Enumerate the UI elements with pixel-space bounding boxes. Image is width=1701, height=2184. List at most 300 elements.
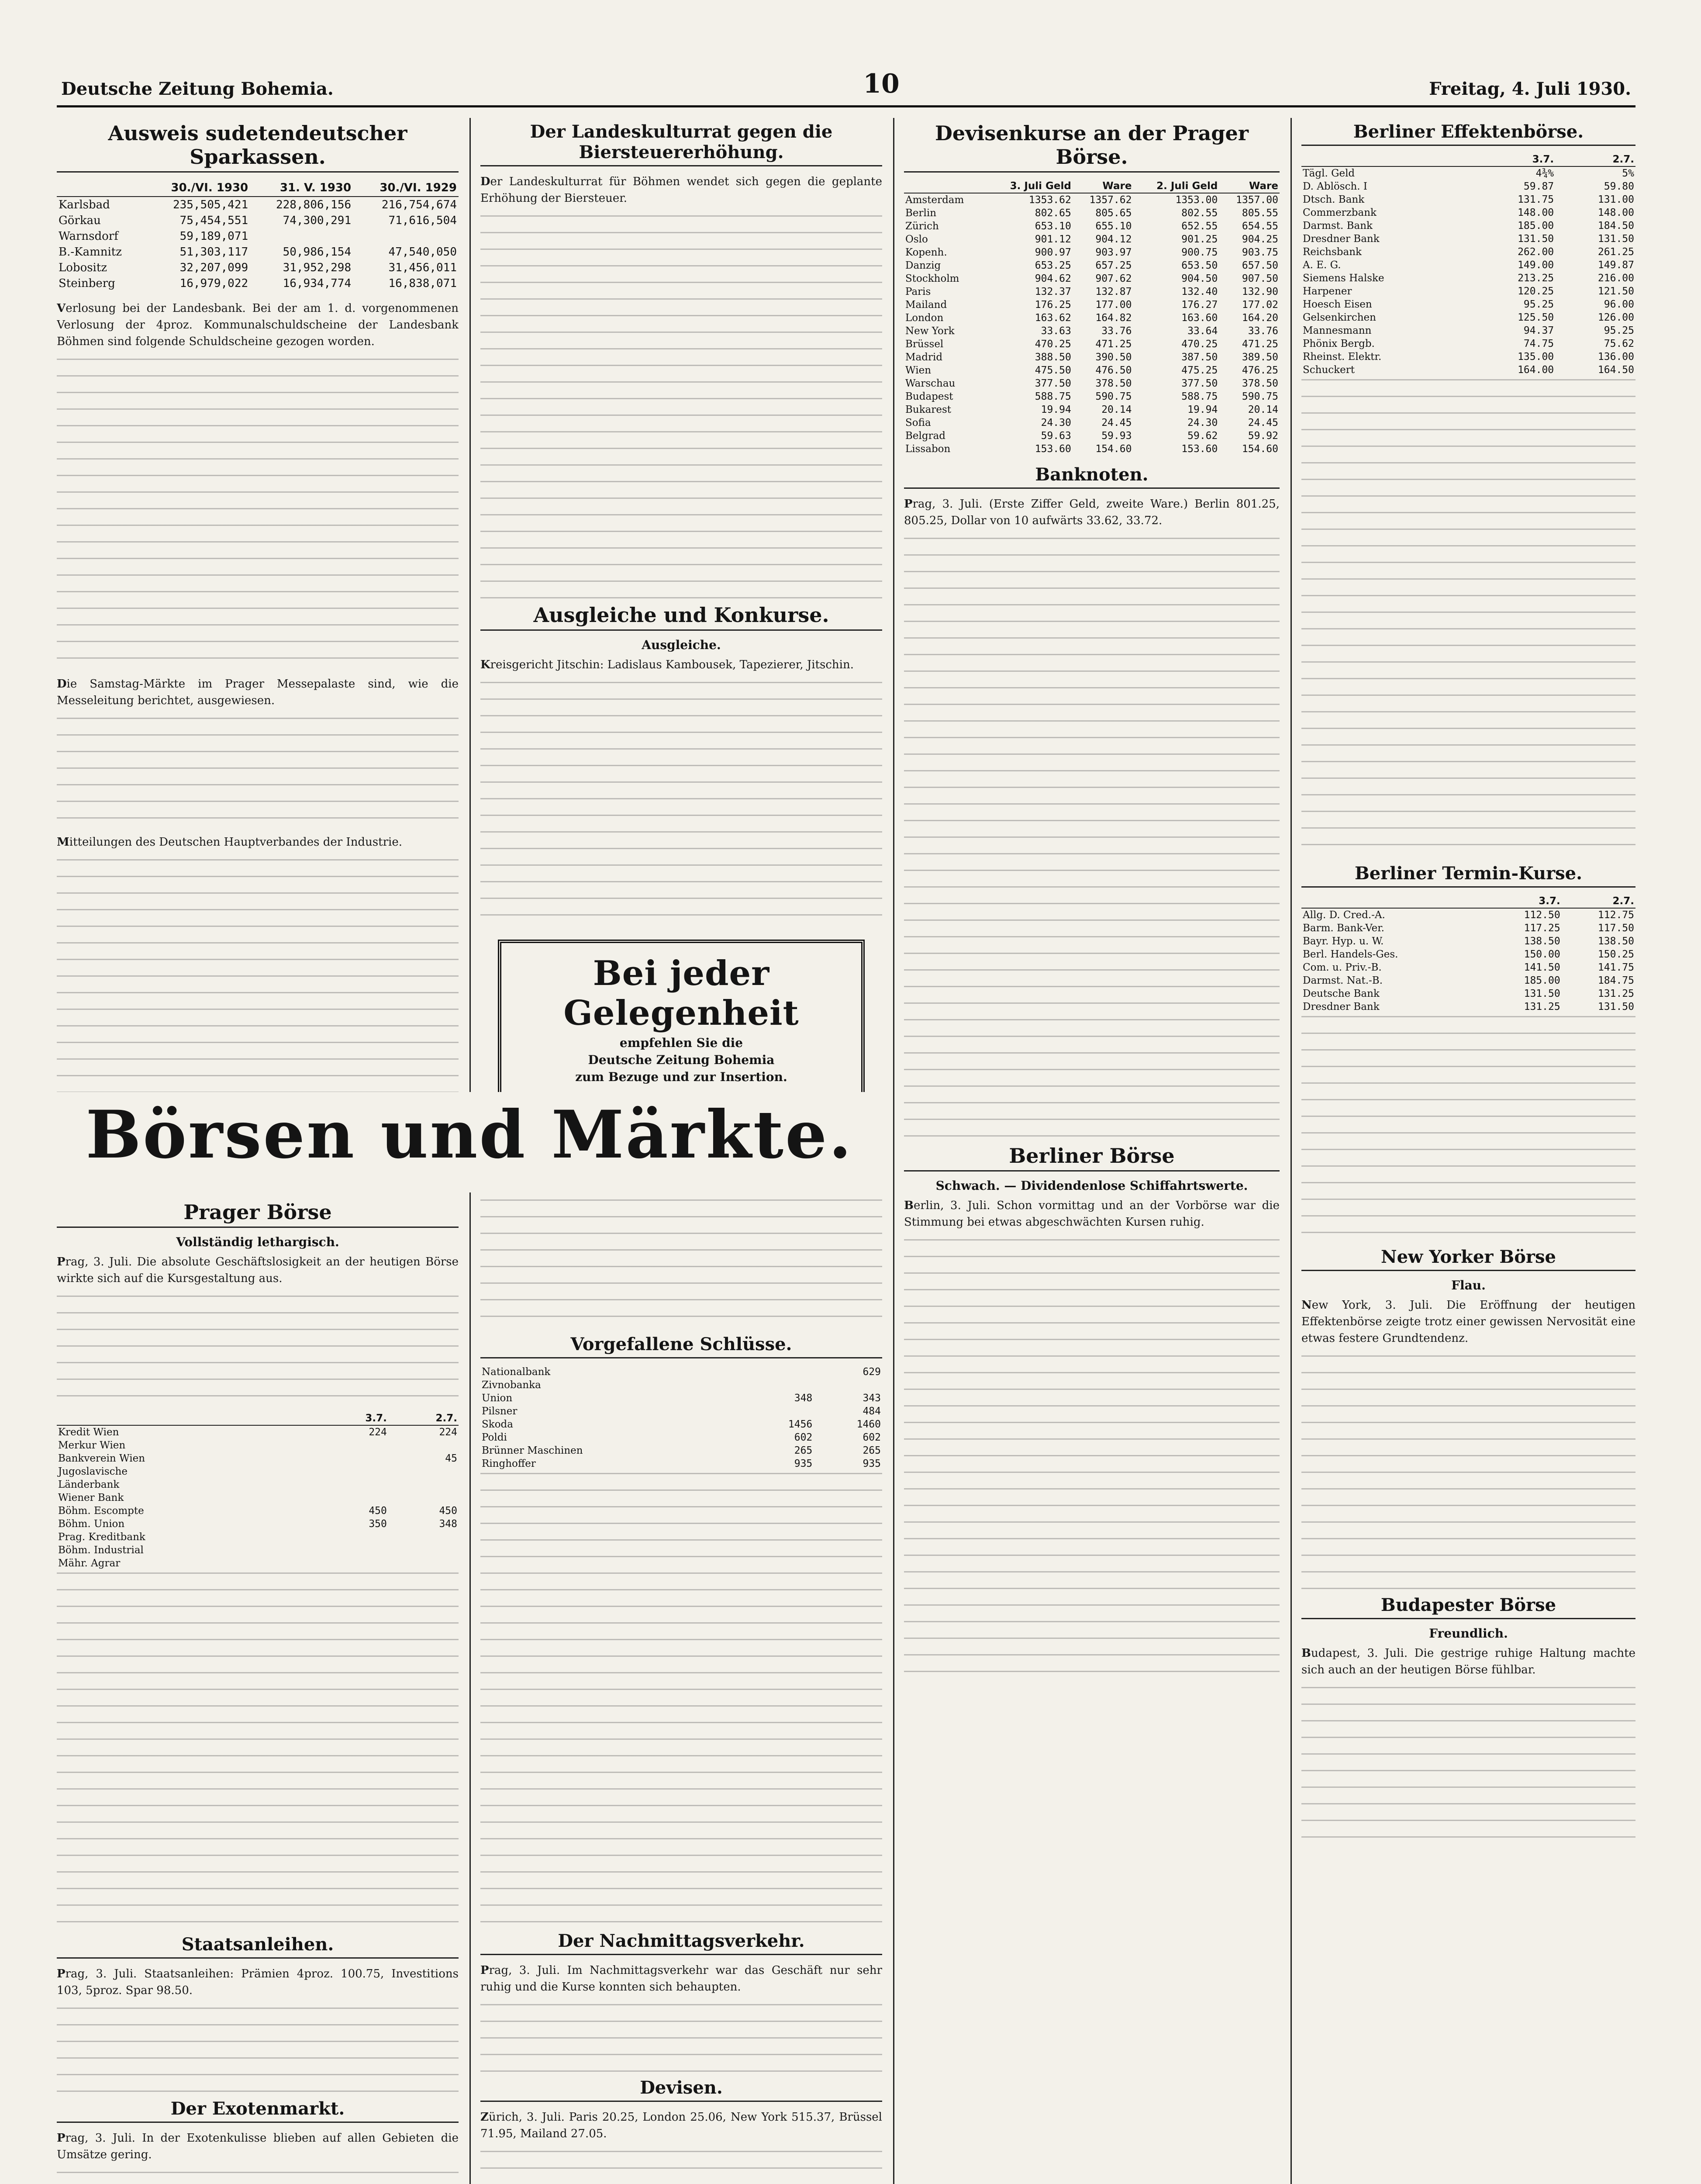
table-cell: 33.64 (1187, 325, 1218, 337)
table-cell: 265 (794, 1445, 813, 1456)
table-cell: 153.60 (1035, 443, 1071, 455)
table-cell: 1357.00 (1236, 194, 1278, 206)
table-cell: 20.14 (1101, 404, 1132, 415)
table-cell (250, 228, 353, 244)
table-row (1301, 935, 1635, 948)
table-cell: 131.50 (1597, 233, 1634, 245)
table-cell: 131.25 (1524, 1001, 1560, 1013)
newyork-text: New York, 3. Juli. Die Eröffnung der heutigen Effektenbörse zeigte trotz einer gewissen Nervosität eine etwas festere Grundtendenz. (1301, 1299, 1635, 1345)
table-cell: 900.97 (1035, 247, 1071, 258)
table-cell: 132.90 (1242, 286, 1278, 297)
table-cell: Darmst. Nat.-B. (1303, 975, 1383, 986)
column-2-upper (480, 118, 882, 1096)
column-header: 3.7. (1475, 153, 1555, 166)
devisenkurse-table (904, 180, 1280, 456)
table-cell: 588.75 (1035, 391, 1071, 402)
table-cell: 117.25 (1524, 923, 1560, 934)
table-cell: 148.00 (1518, 207, 1554, 218)
table-row (57, 260, 459, 276)
table-row (57, 244, 459, 260)
table-row (904, 193, 1280, 207)
table-cell: Berl. Handels-Ges. (1303, 949, 1398, 960)
table-cell (318, 1465, 388, 1478)
table-cell: 16,934,774 (283, 277, 352, 290)
table-row (57, 1425, 459, 1439)
table-cell (318, 1452, 388, 1465)
table-cell: 262.00 (1518, 246, 1554, 258)
table-cell: 24.30 (1041, 417, 1071, 429)
table-row (57, 1517, 459, 1531)
berliner-boerse-sub: Schwach. — Dividendenlose Schiffahrtswerte. (935, 1178, 1248, 1193)
table-row (1301, 166, 1635, 180)
text-body (1301, 1687, 1635, 1853)
table-cell: 348 (439, 1518, 457, 1530)
table-cell: 136.00 (1597, 351, 1634, 363)
table-cell: Harpener (1303, 286, 1352, 297)
table-cell: Lissabon (905, 443, 951, 455)
table-cell: 224 (439, 1427, 457, 1438)
table-row (904, 298, 1280, 311)
table-cell: 121.50 (1597, 286, 1634, 297)
table-cell: 16,979,022 (179, 277, 248, 290)
vorgefallene-title: Vorgefallene Schlüsse. (480, 1334, 882, 1358)
table-cell: 138.50 (1524, 936, 1560, 947)
table-row (1301, 337, 1635, 350)
text-body (57, 2172, 459, 2184)
quotes-block (1301, 1016, 1635, 1243)
table-cell: 1357.62 (1089, 194, 1132, 206)
table-cell: 131.50 (1524, 988, 1560, 999)
landesbank-text: Verlosung bei der Landesbank. Bei der am 1. d. vorgenommenen Verlosung der 4proz. Kommunalschuldscheine der Landesbank Böhmen sind folgende Schuldscheine gezogen worden. (57, 302, 459, 348)
table-row (57, 1439, 459, 1452)
staatsanleihen-title: Staatsanleihen. (57, 1934, 459, 1959)
text-body (57, 2008, 459, 2095)
paper-name: Deutsche Zeitung Bohemia. (61, 79, 334, 99)
table-row (904, 207, 1280, 220)
table-cell: 184.75 (1597, 975, 1634, 986)
table-row (57, 1531, 459, 1544)
table-cell: 135.00 (1518, 351, 1554, 363)
text-body (480, 682, 882, 926)
table-row (57, 1491, 459, 1504)
table-cell: 163.60 (1181, 312, 1218, 324)
table-cell: Wien (905, 365, 932, 376)
table-cell: Jugoslavische (58, 1466, 128, 1477)
table-cell: 131.50 (1597, 1001, 1634, 1013)
table-cell: 903.75 (1242, 247, 1278, 258)
table-cell (388, 1531, 459, 1544)
table-cell: 32,207,099 (179, 261, 248, 274)
table-cell: 904.12 (1095, 234, 1132, 245)
table-cell: Belgrad (905, 430, 946, 442)
table-row (904, 351, 1280, 364)
table-cell: 450 (439, 1505, 457, 1517)
table-cell: Reichsbank (1303, 246, 1362, 258)
table-cell: 16,838,071 (388, 277, 457, 290)
table-cell: 475.50 (1035, 365, 1071, 376)
table-cell: 471.25 (1242, 339, 1278, 350)
table-cell: 33.76 (1248, 325, 1278, 337)
nachmittag-title: Der Nachmittagsverkehr. (480, 1931, 882, 1955)
table-cell: Siemens Halske (1303, 273, 1384, 284)
table-cell: 112.75 (1597, 909, 1634, 921)
table-cell: 476.25 (1242, 365, 1278, 376)
table-row (1301, 193, 1635, 206)
table-cell: 653.10 (1035, 221, 1071, 232)
table-row (1301, 206, 1635, 219)
page-number: 10 (863, 69, 900, 99)
table-cell: 149.87 (1597, 259, 1634, 271)
table-cell: 590.75 (1095, 391, 1132, 402)
text-body (480, 2151, 882, 2184)
table-cell: 94.37 (1523, 325, 1554, 336)
table-row (480, 1444, 882, 1457)
table-cell: 450 (369, 1505, 387, 1517)
table-cell (318, 1439, 388, 1452)
table-cell (388, 1557, 459, 1570)
table-cell: Steinberg (59, 277, 115, 290)
banknoten-title: Banknoten. (904, 464, 1280, 489)
column-header: Ware (1073, 180, 1133, 193)
column-rule (893, 118, 894, 2184)
table-cell: 131.50 (1518, 233, 1554, 245)
table-cell: 377.50 (1035, 378, 1071, 389)
table-cell: Karlsbad (59, 198, 110, 211)
table-cell: 132.37 (1035, 286, 1071, 297)
table-row (57, 1465, 459, 1478)
table-cell: 71,616,504 (388, 214, 457, 227)
table-cell: 132.87 (1095, 286, 1132, 297)
table-row (904, 442, 1280, 456)
table-cell: 150.00 (1524, 949, 1560, 960)
table-cell: 602 (794, 1432, 813, 1443)
table-cell: Kredit Wien (58, 1427, 119, 1438)
sparkassen-title: Ausweis sudetendeutscher Sparkassen. (57, 121, 459, 173)
table-row (904, 325, 1280, 338)
table-cell: 184.50 (1597, 220, 1634, 232)
table-cell (318, 1531, 388, 1544)
table-row (904, 364, 1280, 377)
table-cell: 75,454,551 (179, 214, 248, 227)
table-row (57, 1452, 459, 1465)
column-header: 3.7. (1487, 895, 1561, 908)
table-cell: 112.50 (1524, 909, 1560, 921)
table-cell: 907.50 (1242, 273, 1278, 284)
text-body (480, 1199, 882, 1330)
quotes-block (1301, 379, 1635, 860)
column-header: 2.7. (1555, 153, 1635, 166)
table-row (1301, 948, 1635, 961)
table-cell: Bayr. Hyp. u. W. (1303, 936, 1384, 947)
table-cell: 904.62 (1035, 273, 1071, 284)
lottery-numbers-block (57, 359, 459, 673)
termin-table (1301, 895, 1635, 1013)
table-cell: 588.75 (1181, 391, 1218, 402)
table-cell: Zivnobanka (482, 1379, 541, 1391)
table-row (1301, 350, 1635, 363)
table-cell: 141.50 (1524, 962, 1560, 973)
table-cell: Dtsch. Bank (1303, 194, 1365, 205)
table-cell: 475.25 (1181, 365, 1218, 376)
table-cell: Mannesmann (1303, 325, 1372, 336)
table-cell: 935 (863, 1458, 881, 1469)
table-cell: 907.62 (1095, 273, 1132, 284)
table-cell: 59.63 (1041, 430, 1071, 442)
table-cell: 75.62 (1604, 338, 1634, 349)
table-cell: Stockholm (905, 273, 959, 284)
table-cell: Pilsner (482, 1406, 518, 1417)
table-cell: Hoesch Eisen (1303, 299, 1372, 310)
table-cell: 802.55 (1181, 207, 1218, 219)
berliner-boerse-text: Berlin, 3. Juli. Schon vormittag und an der Vorbörse war die Stimmung bei etwas abgeschwächten Kursen ruhig. (904, 1199, 1280, 1229)
table-cell (814, 1379, 882, 1392)
devisen-text: Zürich, 3. Juli. Paris 20.25, London 25.06, New York 515.37, Brüssel 71.95, Mailand 27.05. (480, 2111, 882, 2140)
table-cell: 653.25 (1035, 260, 1071, 271)
table-row (904, 416, 1280, 429)
table-row (1301, 974, 1635, 987)
table-cell (318, 1491, 388, 1504)
table-cell: 901.25 (1181, 234, 1218, 245)
table-cell: 51,303,117 (179, 245, 248, 259)
table-cell: 377.50 (1181, 378, 1218, 389)
table-row (57, 1478, 459, 1491)
table-cell (388, 1544, 459, 1557)
table-cell: Paris (905, 286, 931, 297)
table-row (1301, 961, 1635, 974)
table-cell (388, 1478, 459, 1491)
table-row (1301, 259, 1635, 272)
table-cell (745, 1405, 814, 1418)
table-cell: A. E. G. (1303, 259, 1341, 271)
table-cell: 138.50 (1597, 936, 1634, 947)
quotes-block (480, 1473, 882, 1927)
ausgleiche-text: Kreisgericht Jitschin: Ladislaus Kambousek, Tapezierer, Jitschin. (480, 658, 854, 671)
table-cell: 47,540,050 (388, 245, 457, 259)
table-cell: Merkur Wien (58, 1440, 126, 1451)
table-cell: 471.25 (1095, 339, 1132, 350)
table-cell: Wiener Bank (58, 1492, 124, 1503)
table-cell (388, 1491, 459, 1504)
table-cell: 654.55 (1242, 221, 1278, 232)
table-row (1301, 245, 1635, 259)
table-cell: 164.20 (1242, 312, 1278, 324)
table-row (1301, 922, 1635, 935)
quotes-block (57, 1572, 459, 1931)
table-cell: 901.12 (1035, 234, 1071, 245)
table-row (1301, 232, 1635, 245)
table-row (904, 403, 1280, 416)
table-cell: 805.65 (1095, 207, 1132, 219)
exoten-title: Der Exotenmarkt. (57, 2098, 459, 2123)
table-cell: 389.50 (1242, 352, 1278, 363)
table-cell: Skoda (482, 1419, 513, 1430)
table-cell: 653.50 (1181, 260, 1218, 271)
table-cell: 59.92 (1248, 430, 1278, 442)
text-body (57, 859, 459, 1121)
table-cell: Darmst. Bank (1303, 220, 1373, 232)
table-cell: Deutsche Bank (1303, 988, 1380, 999)
table-row (480, 1431, 882, 1444)
table-cell (388, 1465, 459, 1478)
table-cell: 213.25 (1518, 273, 1554, 284)
nachmittag-text: Prag, 3. Juli. Im Nachmittagsverkehr war das Geschäft nur sehr ruhig und die Kurse konnten sich behaupten. (480, 1964, 882, 1994)
table-row (1301, 324, 1635, 337)
table-cell: Prag. Kreditbank (58, 1531, 145, 1543)
table-cell: 265 (863, 1445, 881, 1456)
table-cell: 131.00 (1597, 194, 1634, 205)
table-cell: 470.25 (1181, 339, 1218, 350)
table-row (480, 1365, 882, 1379)
table-cell: 24.45 (1248, 417, 1278, 429)
table-cell: 484 (863, 1406, 881, 1417)
table-cell: 95.25 (1523, 299, 1554, 310)
table-cell: Zürich (905, 221, 939, 232)
table-cell: 59.62 (1187, 430, 1218, 442)
table-cell (745, 1379, 814, 1392)
table-row (904, 272, 1280, 285)
table-cell: 150.25 (1597, 949, 1634, 960)
table-cell: Böhm. Union (58, 1518, 125, 1530)
ad-line-3: zum Bezuge und zur Insertion. (575, 1070, 787, 1084)
table-cell: 50,986,154 (283, 245, 352, 259)
table-cell: Budapest (905, 391, 953, 402)
ad-line-2: Deutsche Zeitung Bohemia (588, 1053, 775, 1067)
table-cell: Mähr. Agrar (58, 1558, 121, 1569)
table-cell: Böhm. Escompte (58, 1505, 144, 1517)
table-cell: 59,189,071 (179, 230, 248, 243)
devisen-title: Devisen. (480, 2077, 882, 2102)
table-cell (318, 1557, 388, 1570)
table-cell: 164.82 (1095, 312, 1132, 324)
table-row (57, 1544, 459, 1557)
table-row (1301, 311, 1635, 324)
hauptverband-text: Mitteilungen des Deutschen Hauptverbandes der Industrie. (57, 836, 403, 849)
column-header (1301, 895, 1487, 908)
table-cell: 45 (445, 1453, 457, 1464)
table-cell: Brüssel (905, 339, 944, 350)
table-row (1301, 363, 1635, 377)
table-cell: Tägl. Geld (1303, 168, 1355, 179)
table-cell: 904.25 (1242, 234, 1278, 245)
table-cell: 387.50 (1181, 352, 1218, 363)
table-cell: 1353.62 (1028, 194, 1071, 206)
newyork-title: New Yorker Börse (1301, 1247, 1635, 1271)
table-cell: Dresdner Bank (1303, 1001, 1380, 1013)
table-cell: 120.25 (1518, 286, 1554, 297)
table-cell: 224 (369, 1427, 387, 1438)
table-cell: 31,456,011 (388, 261, 457, 274)
table-cell: Mailand (905, 299, 947, 311)
table-cell: 176.27 (1181, 299, 1218, 311)
column-header: Ware (1219, 180, 1280, 193)
ad-line-1: empfehlen Sie die (619, 1036, 743, 1050)
table-cell: Warnsdorf (59, 230, 118, 243)
table-cell: 348 (794, 1393, 813, 1404)
table-cell: 602 (863, 1432, 881, 1443)
table-cell: 96.00 (1604, 299, 1634, 310)
table-row (1301, 987, 1635, 1000)
table-cell: 33.76 (1101, 325, 1132, 337)
table-row (1301, 272, 1635, 285)
table-cell: 261.25 (1597, 246, 1634, 258)
table-row (904, 311, 1280, 325)
sparkassen-table (57, 180, 459, 291)
bier-title: Der Landeskulturrat gegen die Biersteuererhöhung. (480, 121, 882, 166)
bier-text: Der Landeskulturrat für Böhmen wendet sich gegen die geplante Erhöhung der Biersteuer. (480, 175, 882, 205)
table-cell: 390.50 (1095, 352, 1132, 363)
table-cell: 350 (369, 1518, 387, 1530)
table-row (904, 233, 1280, 246)
column-4 (1301, 118, 1635, 2184)
table-cell: 343 (863, 1393, 881, 1404)
table-row (904, 338, 1280, 351)
table-cell: 59.87 (1523, 181, 1554, 192)
table-cell: Nationalbank (482, 1366, 551, 1378)
table-cell: 216,754,674 (381, 198, 457, 211)
column-header: 2.7. (1562, 895, 1635, 908)
table-cell: 154.60 (1242, 443, 1278, 455)
vorgefallene-column (480, 1197, 882, 2184)
table-row (480, 1457, 882, 1470)
table-row (904, 429, 1280, 442)
budapest-text: Budapest, 3. Juli. Die gestrige ruhige Haltung machte sich auch an der heutigen Börse fühlbar. (1301, 1647, 1635, 1676)
table-cell: 164.00 (1518, 364, 1554, 376)
table-cell: Union (482, 1393, 513, 1404)
table-cell: 378.50 (1242, 378, 1278, 389)
table-cell: D. Ablösch. I (1303, 181, 1367, 192)
column-header (904, 180, 987, 193)
table-cell: 476.50 (1095, 365, 1132, 376)
table-cell: 74,300,291 (283, 214, 352, 227)
table-row (480, 1392, 882, 1405)
table-cell: 185.00 (1518, 220, 1554, 232)
table-cell: Rheinst. Elektr. (1303, 351, 1382, 363)
table-cell: Commerzbank (1303, 207, 1377, 218)
table-cell: Sofia (905, 417, 931, 429)
table-cell: Poldi (482, 1432, 507, 1443)
table-cell: 228,806,156 (276, 198, 352, 211)
table-row (1301, 1000, 1635, 1013)
table-cell: Ringhoffer (482, 1458, 536, 1469)
table-cell: 652.55 (1181, 221, 1218, 232)
table-cell: 802.65 (1035, 207, 1071, 219)
table-cell: Allg. D. Cred.-A. (1303, 909, 1385, 921)
table-cell: 19.94 (1187, 404, 1218, 415)
table-cell: 59.80 (1604, 181, 1634, 192)
table-cell: Länderbank (58, 1479, 120, 1490)
effekten-title: Berliner Effektenbörse. (1301, 121, 1635, 146)
table-row (1301, 298, 1635, 311)
table-cell: 131.75 (1518, 194, 1554, 205)
table-row (1301, 180, 1635, 193)
boersen-und-maerkte-title: Börsen und Märkte. (86, 1096, 853, 1173)
column-header: 3. Juli Geld (987, 180, 1073, 193)
table-cell: Lobositz (59, 261, 107, 274)
table-row (57, 1557, 459, 1570)
running-header (57, 66, 1635, 107)
table-cell: 59.93 (1101, 430, 1132, 442)
budapest-sub: Freundlich. (1429, 1626, 1508, 1641)
table-cell: 153.60 (1181, 443, 1218, 455)
table-row (57, 213, 459, 228)
table-cell: Görkau (59, 214, 101, 227)
column-header: 30./VI. 1929 (353, 180, 459, 197)
table-cell: 132.40 (1181, 286, 1218, 297)
table-cell: 935 (794, 1458, 813, 1469)
table-cell: 154.60 (1095, 443, 1132, 455)
table-cell: 903.97 (1095, 247, 1132, 258)
table-row (57, 197, 459, 213)
